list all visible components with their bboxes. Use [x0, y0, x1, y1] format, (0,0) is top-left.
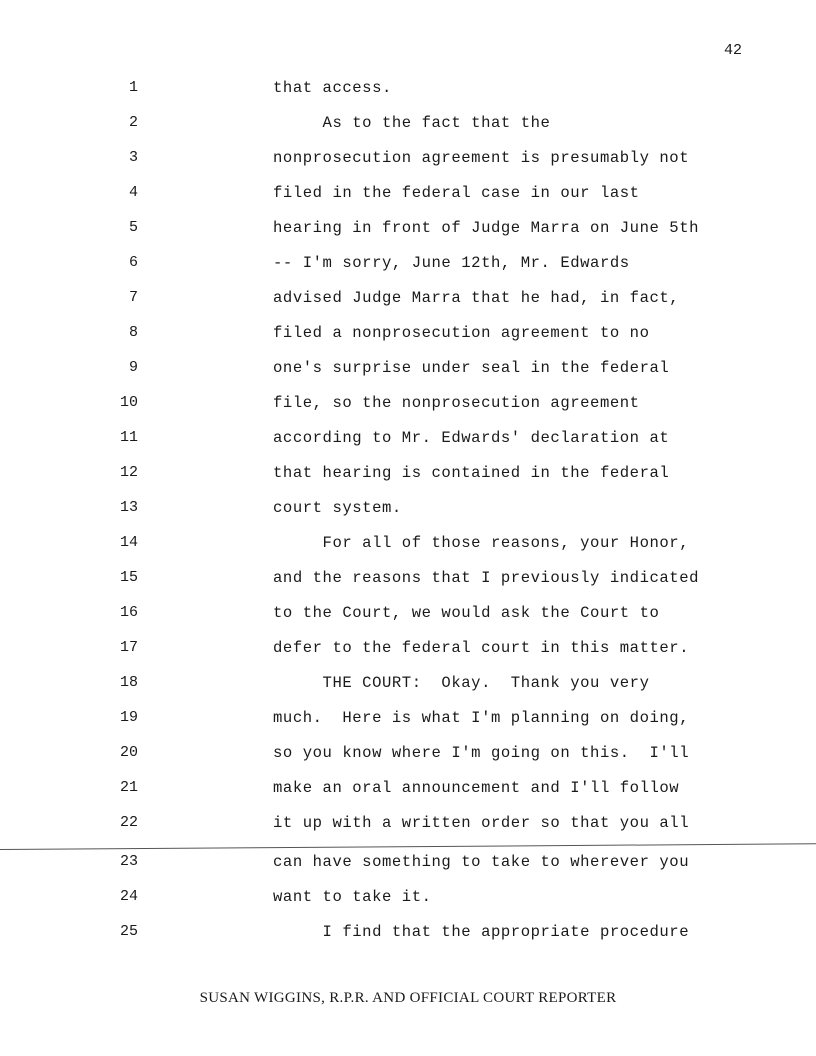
transcript-line — [0, 182, 816, 204]
line-text: that hearing is contained in the federal — [273, 464, 670, 482]
line-number: 8 — [128, 324, 138, 341]
transcript-line — [0, 287, 816, 309]
transcript-line — [0, 322, 816, 344]
line-text: and the reasons that I previously indicated — [273, 569, 700, 587]
line-number: 25 — [119, 923, 138, 940]
line-text: hearing in front of Judge Marra on June 5th — [273, 219, 700, 237]
transcript-line — [0, 357, 816, 379]
line-text: -- I'm sorry, June 12th, Mr. Edwards — [273, 254, 630, 272]
transcript-line — [0, 672, 816, 694]
line-text: want to take it. — [273, 888, 432, 906]
transcript-line — [0, 497, 816, 519]
line-text: file, so the nonprosecution agreement — [273, 394, 640, 412]
horizontal-rule — [0, 843, 816, 850]
line-text: As to the fact that the — [273, 114, 551, 132]
line-number: 2 — [128, 114, 138, 131]
line-number: 15 — [119, 569, 138, 586]
line-text: advised Judge Marra that he had, in fact, — [273, 289, 680, 307]
line-text: according to Mr. Edwards' declaration at — [273, 429, 670, 447]
line-text: so you know where I'm going on this. I'll — [273, 744, 690, 762]
line-number: 1 — [128, 79, 138, 96]
line-text: defer to the federal court in this matter. — [273, 639, 690, 657]
line-text: can have something to take to wherever you — [273, 853, 690, 871]
transcript-line — [0, 217, 816, 239]
line-number: 6 — [128, 254, 138, 271]
transcript-line — [0, 567, 816, 589]
line-number: 14 — [119, 534, 138, 551]
transcript-line — [0, 427, 816, 449]
line-text: to the Court, we would ask the Court to — [273, 604, 660, 622]
line-text: nonprosecution agreement is presumably not — [273, 149, 690, 167]
transcript-line — [0, 777, 816, 799]
transcript-line — [0, 851, 816, 873]
line-text: court system. — [273, 499, 402, 517]
transcript-line — [0, 77, 816, 99]
line-number: 10 — [119, 394, 138, 411]
transcript-line — [0, 147, 816, 169]
line-text: make an oral announcement and I'll follow — [273, 779, 680, 797]
line-number: 19 — [119, 709, 138, 726]
line-number: 13 — [119, 499, 138, 516]
line-text: much. Here is what I'm planning on doing, — [273, 709, 690, 727]
line-number: 12 — [119, 464, 138, 481]
line-number: 20 — [119, 744, 138, 761]
line-text: THE COURT: Okay. Thank you very — [273, 674, 650, 692]
line-text: one's surprise under seal in the federal — [273, 359, 670, 377]
line-number: 23 — [119, 853, 138, 870]
line-number: 11 — [119, 429, 138, 446]
transcript-line — [0, 252, 816, 274]
line-number: 4 — [128, 184, 138, 201]
page-number: 42 — [723, 42, 742, 59]
line-text: that access. — [273, 79, 392, 97]
line-number: 22 — [119, 814, 138, 831]
line-text: For all of those reasons, your Honor, — [273, 534, 690, 552]
line-text: it up with a written order so that you all — [273, 814, 690, 832]
line-number: 9 — [128, 359, 138, 376]
line-number: 17 — [119, 639, 138, 656]
line-number: 21 — [119, 779, 138, 796]
line-text: filed in the federal case in our last — [273, 184, 640, 202]
page-footer: SUSAN WIGGINS, R.P.R. AND OFFICIAL COURT REPORTER — [199, 990, 617, 1006]
line-number: 3 — [128, 149, 138, 166]
transcript-line — [0, 637, 816, 659]
line-number: 24 — [119, 888, 138, 905]
line-text: filed a nonprosecution agreement to no — [273, 324, 650, 342]
transcript-line — [0, 707, 816, 729]
transcript-line — [0, 742, 816, 764]
transcript-line — [0, 812, 816, 834]
transcript-line — [0, 602, 816, 624]
transcript-line — [0, 921, 816, 943]
transcript-line — [0, 392, 816, 414]
line-text: I find that the appropriate procedure — [273, 923, 690, 941]
line-number: 18 — [119, 674, 138, 691]
line-number: 16 — [119, 604, 138, 621]
transcript-line — [0, 532, 816, 554]
transcript-line — [0, 886, 816, 908]
transcript-line — [0, 112, 816, 134]
transcript-line — [0, 462, 816, 484]
line-number: 7 — [128, 289, 138, 306]
line-number: 5 — [128, 219, 138, 236]
